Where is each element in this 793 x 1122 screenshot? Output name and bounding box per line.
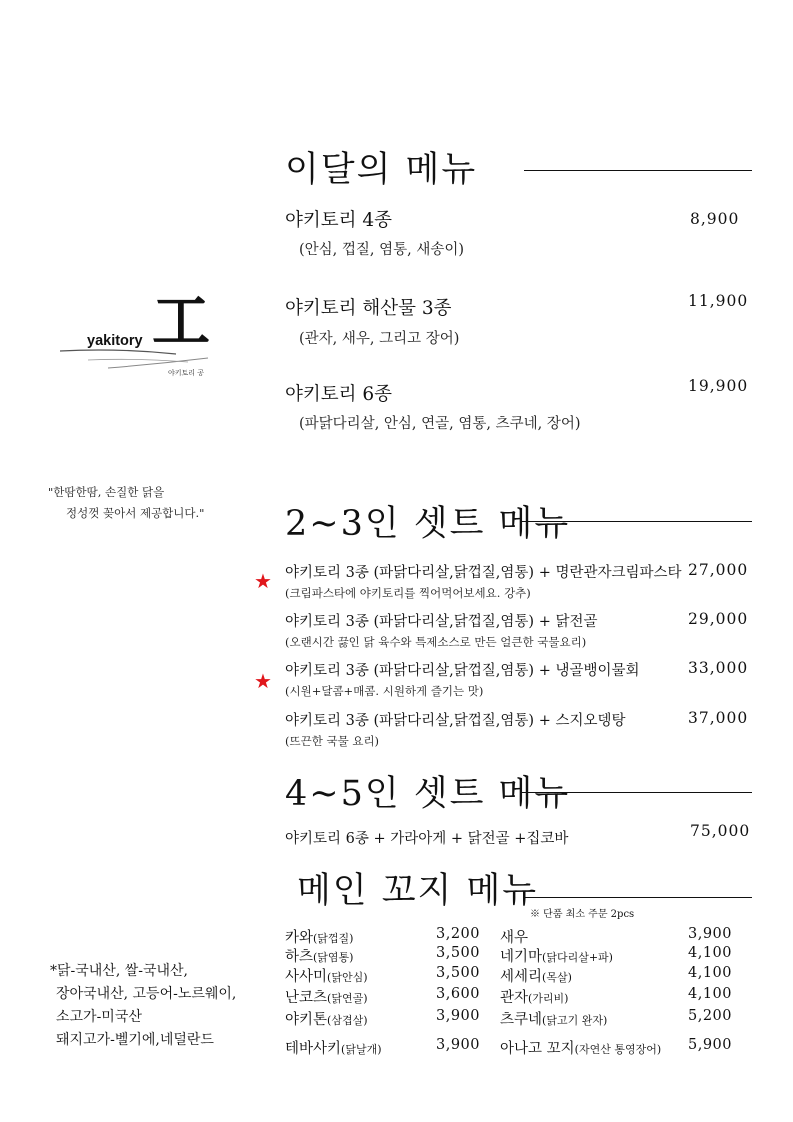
set45-item-name: 야키토리 6종 + 가라아게 + 닭전골 +집코바 — [285, 831, 569, 847]
main-left-item: 테바사키(닭날개) — [285, 1041, 382, 1057]
monthly-item-price: 8,900 — [690, 210, 740, 228]
main-right-item: 새우 — [500, 930, 529, 946]
main-left-price: 3,600 — [436, 986, 481, 1002]
origin-line-1: *닭-국내산, 쌀-국내산, — [50, 963, 189, 979]
monthly-item-price: 19,900 — [688, 377, 749, 395]
set23-title-rule — [522, 521, 752, 522]
set23-item-name: 야키토리 3종 (파닭다리살,닭껍질,염통) + 명란관자크림파스타 — [285, 565, 682, 581]
main-left-item: 카와(닭껍질) — [285, 930, 354, 946]
main-left-price: 3,900 — [436, 1008, 481, 1024]
monthly-item-desc: (파닭다리살, 안심, 연골, 염통, 츠쿠네, 장어) — [299, 416, 581, 432]
set23-item-desc: (뜨끈한 국물 요리) — [285, 734, 380, 748]
set45-item-price: 75,000 — [690, 822, 751, 840]
main-right-price: 4,100 — [688, 965, 733, 981]
set23-item-name: 야키토리 3종 (파닭다리살,닭껍질,염통) + 닭전골 — [285, 614, 598, 630]
main-left-item: 난코츠(닭연골) — [285, 990, 368, 1006]
set23-item-price: 29,000 — [688, 610, 749, 628]
main-right-item: 츠쿠네(닭고기 완자) — [500, 1012, 608, 1028]
origin-line-3: 소고가-미국산 — [56, 1009, 142, 1025]
set23-item-price: 33,000 — [688, 659, 749, 677]
set23-item-name: 야키토리 3종 (파닭다리살,닭껍질,염통) + 스지오뎅탕 — [285, 713, 626, 729]
star-icon: ★ — [254, 669, 272, 693]
main-right-item: 아나고 꼬지(자연산 통영장어) — [500, 1041, 662, 1057]
main-right-price: 4,100 — [688, 986, 733, 1002]
tagline-line-2: 정성껏 꽂아서 제공합니다." — [66, 506, 205, 520]
main-right-item: 네기마(닭다리살+파) — [500, 949, 613, 965]
origin-line-2: 장아국내산, 고등어-노르웨이, — [56, 986, 237, 1002]
monthly-item-name: 야키토리 해산물 3종 — [285, 298, 452, 319]
set23-item-desc: (오랜시간 끓인 닭 육수와 특제소스로 만든 얼큰한 국물요리) — [285, 635, 587, 649]
main-right-item: 세세리(목살) — [500, 969, 572, 985]
main-right-price: 4,100 — [688, 945, 733, 961]
set45-title: 4~5인 셋트 메뉴 — [285, 774, 571, 814]
set45-title-rule — [522, 792, 752, 793]
main-right-price: 3,900 — [688, 926, 733, 942]
main-right-item: 관자(가리비) — [500, 990, 569, 1006]
main-title-rule — [524, 897, 752, 898]
monthly-item-name: 야키토리 4종 — [285, 210, 393, 231]
main-left-price: 3,900 — [436, 1037, 481, 1053]
logo-subtitle: 야키토리 공 — [168, 369, 205, 377]
tagline-line-1: "한땀한땀, 손질한 닭을 — [48, 485, 165, 499]
logo-glyph: 工 — [152, 287, 211, 355]
set23-item-desc: (크림파스타에 야키토리를 찍어먹어보세요. 강추) — [285, 586, 531, 600]
main-left-item: 사사미(닭안심) — [285, 969, 368, 985]
set23-item-price: 37,000 — [688, 709, 749, 727]
monthly-title: 이달의 메뉴 — [285, 150, 478, 190]
logo-wordmark: yakitory — [87, 333, 143, 349]
set23-title: 2~3인 셋트 메뉴 — [285, 504, 571, 544]
monthly-item-desc: (관자, 새우, 그리고 장어) — [299, 331, 460, 347]
set23-item-price: 27,000 — [688, 561, 749, 579]
monthly-item-desc: (안심, 껍질, 염통, 새송이) — [299, 242, 465, 258]
main-left-price: 3,500 — [436, 945, 481, 961]
main-left-item: 하츠(닭염통) — [285, 949, 354, 965]
set23-item-desc: (시원+달콤+매콤. 시원하게 즐기는 맛) — [285, 684, 484, 698]
origin-line-4: 돼지고가-벨기에,네덜란드 — [56, 1032, 214, 1048]
main-title: 메인 꼬지 메뉴 — [297, 871, 539, 911]
main-left-price: 3,200 — [436, 926, 481, 942]
star-icon: ★ — [254, 569, 272, 593]
main-left-price: 3,500 — [436, 965, 481, 981]
monthly-item-price: 11,900 — [688, 292, 749, 310]
main-right-price: 5,900 — [688, 1037, 733, 1053]
set23-item-name: 야키토리 3종 (파닭다리살,닭껍질,염통) + 냉골뱅이물회 — [285, 663, 640, 679]
monthly-title-rule — [524, 170, 752, 171]
main-left-item: 야키톤(삼겹살) — [285, 1012, 368, 1028]
monthly-item-name: 야키토리 6종 — [285, 384, 393, 405]
main-right-price: 5,200 — [688, 1008, 733, 1024]
main-min-order-note: ※ 단품 최소 주문 2pcs — [530, 909, 635, 920]
